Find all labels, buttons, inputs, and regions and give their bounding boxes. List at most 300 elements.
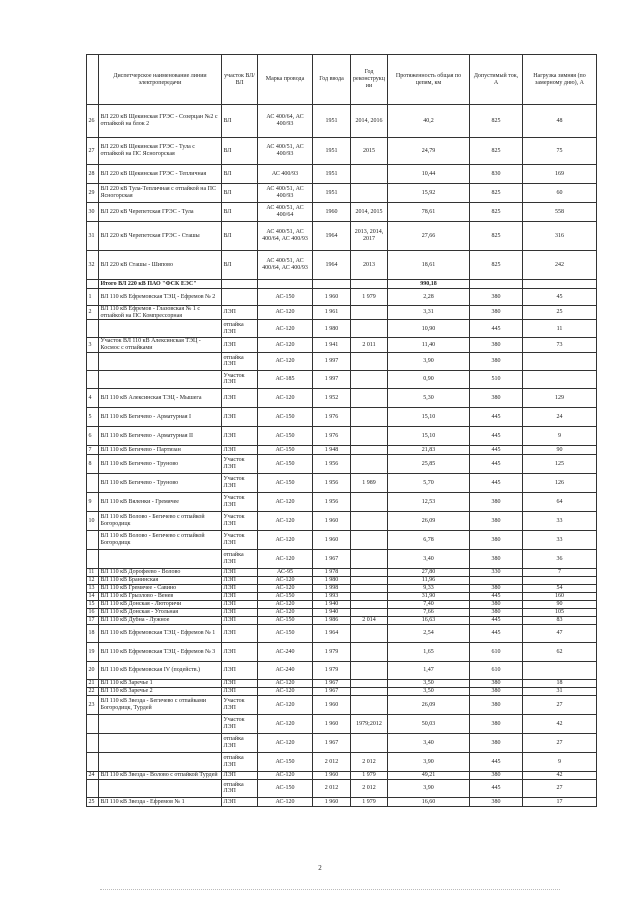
- cell-wire-grade: АС-150: [258, 454, 313, 473]
- cell-wire-grade: АС-240: [258, 661, 313, 679]
- table-row: [87, 203, 597, 222]
- cell-year-built: 1 961: [313, 306, 351, 320]
- cell-current: 825: [470, 222, 523, 251]
- table-row: [87, 733, 597, 752]
- cell-year-rebuilt: [351, 624, 388, 642]
- cell-year-rebuilt: [351, 679, 388, 687]
- cell-section: ЛЭП: [222, 661, 258, 679]
- cell-length: 7,40: [388, 600, 470, 608]
- cell-line-name: ВЛ 110 кВ Бегичево - Арматурная II: [99, 426, 222, 445]
- cell-wire-grade: АС-185: [258, 370, 313, 388]
- table-row: [87, 695, 597, 714]
- cell-length: 25,85: [388, 454, 470, 473]
- table-row: [87, 679, 597, 687]
- cell-load: 27: [523, 695, 597, 714]
- cell-load: [523, 576, 597, 584]
- cell-wire-grade: АС-120: [258, 388, 313, 407]
- cell-section: ВЛ: [222, 251, 258, 280]
- cell-year-rebuilt: [351, 370, 388, 388]
- cell-load: 60: [523, 184, 597, 203]
- cell-length: 2,54: [388, 624, 470, 642]
- cell-number: 11: [87, 568, 99, 576]
- cell-length: 10,44: [388, 165, 470, 184]
- cell-year-rebuilt: [351, 388, 388, 407]
- cell-wire-grade: АС-120: [258, 511, 313, 530]
- cell-length: 3,90: [388, 352, 470, 370]
- cell-current: 380: [470, 687, 523, 695]
- cell-year-rebuilt: [351, 592, 388, 600]
- table-row: [87, 388, 597, 407]
- cell-length: 0,90: [388, 370, 470, 388]
- cell-line-name: ВЛ 110 кВ Заречье 2: [99, 687, 222, 695]
- cell-section: ВЛ: [222, 184, 258, 203]
- cell-load: 9: [523, 752, 597, 771]
- cell-number: 5: [87, 407, 99, 426]
- header-length: Протяженность общая по цепям, км: [388, 55, 470, 105]
- cell-section: ЛЭП: [222, 624, 258, 642]
- cell-year-built: 1 940: [313, 600, 351, 608]
- cell-length: 3,90: [388, 779, 470, 797]
- cell-line-name: ВЛ 110 кВ Звезда - Бегичево с отпайками Богородицк, Турдей: [99, 695, 222, 714]
- cell-wire-grade: АС-120: [258, 549, 313, 568]
- cell-line-name: Итого ВЛ 220 кВ ПАО "ФСК ЕЭС": [99, 280, 222, 289]
- cell-section: ЛЭП: [222, 584, 258, 592]
- cell-load: 33: [523, 530, 597, 549]
- cell-current: 445: [470, 426, 523, 445]
- table-row: [87, 454, 597, 473]
- cell-section: отпайка ЛЭП: [222, 352, 258, 370]
- cell-length: 15,10: [388, 407, 470, 426]
- cell-current: 830: [470, 165, 523, 184]
- cell-line-name: ВЛ 110 кВ Волово - Бегичево с отпайкой Богородицк: [99, 511, 222, 530]
- cell-line-name: ВЛ 110 кВ Ефремовская ТЭЦ - Ефремов № 2: [99, 289, 222, 306]
- cell-load: 316: [523, 222, 597, 251]
- table-header-row: [87, 55, 597, 105]
- cell-load: 27: [523, 779, 597, 797]
- cell-length: 50,03: [388, 714, 470, 733]
- cell-number: [87, 733, 99, 752]
- cell-line-name: ВЛ 110 кВ Бегичево - Труново: [99, 473, 222, 492]
- cell-length: 3,90: [388, 752, 470, 771]
- table-row: [87, 492, 597, 511]
- cell-section: ЛЭП: [222, 687, 258, 695]
- cell-section: Участок ЛЭП: [222, 695, 258, 714]
- cell-current: 380: [470, 797, 523, 806]
- table-row: [87, 661, 597, 679]
- cell-load: 54: [523, 584, 597, 592]
- cell-year-rebuilt: 2015: [351, 138, 388, 165]
- cell-year-rebuilt: [351, 280, 388, 289]
- cell-current: 380: [470, 289, 523, 306]
- cell-year-built: 1 948: [313, 445, 351, 454]
- cell-section: ЛЭП: [222, 608, 258, 616]
- header-year-rebuilt: Год реконструкции: [351, 55, 388, 105]
- cell-section: ЛЭП: [222, 407, 258, 426]
- cell-load: 126: [523, 473, 597, 492]
- cell-current: 825: [470, 251, 523, 280]
- total-row: [87, 280, 597, 289]
- cell-year-rebuilt: 1 979: [351, 289, 388, 306]
- cell-year-built: 1 967: [313, 549, 351, 568]
- cell-load: 31: [523, 687, 597, 695]
- table-row: [87, 608, 597, 616]
- cell-section: [222, 280, 258, 289]
- cell-load: 42: [523, 771, 597, 779]
- cell-current: 380: [470, 338, 523, 352]
- cell-load: 75: [523, 138, 597, 165]
- cell-section: Участок ЛЭП: [222, 473, 258, 492]
- cell-year-rebuilt: 2 014: [351, 616, 388, 624]
- cell-section: отпайка ЛЭП: [222, 549, 258, 568]
- cell-current: 610: [470, 661, 523, 679]
- cell-number: [87, 370, 99, 388]
- cell-number: 30: [87, 203, 99, 222]
- cell-length: 15,10: [388, 426, 470, 445]
- cell-year-rebuilt: 2013, 2014, 2017: [351, 222, 388, 251]
- cell-line-name: [99, 714, 222, 733]
- cell-year-built: 1 960: [313, 511, 351, 530]
- cell-year-rebuilt: [351, 530, 388, 549]
- cell-number: [87, 549, 99, 568]
- table-row: [87, 320, 597, 338]
- cell-load: 90: [523, 445, 597, 454]
- cell-year-rebuilt: [351, 608, 388, 616]
- cell-number: 15: [87, 600, 99, 608]
- table-row: [87, 530, 597, 549]
- cell-current: 330: [470, 568, 523, 576]
- cell-year-built: 1 964: [313, 624, 351, 642]
- cell-year-built: 1960: [313, 203, 351, 222]
- cell-wire-grade: АС-120: [258, 320, 313, 338]
- cell-wire-grade: АС-120: [258, 714, 313, 733]
- cell-year-built: 1 980: [313, 320, 351, 338]
- cell-year-built: 1 978: [313, 568, 351, 576]
- cell-wire-grade: АС-120: [258, 733, 313, 752]
- table-row: [87, 138, 597, 165]
- cell-current: 380: [470, 695, 523, 714]
- cell-year-rebuilt: 1 979: [351, 797, 388, 806]
- cell-number: [87, 320, 99, 338]
- cell-section: отпайка ЛЭП: [222, 779, 258, 797]
- table-row: [87, 473, 597, 492]
- cell-wire-grade: АС 400/64, АС 400/93: [258, 105, 313, 138]
- table-row: [87, 165, 597, 184]
- cell-year-built: 1 956: [313, 492, 351, 511]
- cell-wire-grade: АС-120: [258, 338, 313, 352]
- cell-line-name: ВЛ 220 кВ Тула-Тепличная с отпайкой на ПС Ясногорская: [99, 184, 222, 203]
- cell-line-name: ВЛ 220 кВ Сташы - Шипово: [99, 251, 222, 280]
- cell-wire-grade: АС-120: [258, 576, 313, 584]
- cell-load: 160: [523, 592, 597, 600]
- cell-wire-grade: АС-150: [258, 752, 313, 771]
- cell-line-name: ВЛ 110 кВ Донская - Люторичи: [99, 600, 222, 608]
- cell-wire-grade: АС-150: [258, 473, 313, 492]
- cell-wire-grade: АС-150: [258, 592, 313, 600]
- cell-wire-grade: АС-120: [258, 492, 313, 511]
- cell-load: 9: [523, 426, 597, 445]
- cell-year-built: 1 960: [313, 289, 351, 306]
- cell-length: 31,90: [388, 592, 470, 600]
- cell-section: ЛЭП: [222, 445, 258, 454]
- cell-load: 242: [523, 251, 597, 280]
- cell-line-name: [99, 752, 222, 771]
- cell-current: 445: [470, 752, 523, 771]
- cell-section: ЛЭП: [222, 600, 258, 608]
- table-row: [87, 771, 597, 779]
- cell-load: 27: [523, 733, 597, 752]
- cell-year-rebuilt: 2014, 2015: [351, 203, 388, 222]
- cell-year-rebuilt: 2 011: [351, 338, 388, 352]
- cell-year-rebuilt: [351, 407, 388, 426]
- cell-number: 20: [87, 661, 99, 679]
- table-row: [87, 576, 597, 584]
- cell-number: 22: [87, 687, 99, 695]
- cell-wire-grade: АС-120: [258, 600, 313, 608]
- cell-wire-grade: АС 400/51, АС 400/93: [258, 184, 313, 203]
- cell-load: 48: [523, 105, 597, 138]
- cell-current: 445: [470, 779, 523, 797]
- cell-line-name: ВЛ 220 кВ Щекинская ГРЭС - Тепличная: [99, 165, 222, 184]
- cell-year-built: 2 012: [313, 779, 351, 797]
- cell-year-rebuilt: [351, 352, 388, 370]
- cell-year-rebuilt: [351, 511, 388, 530]
- cell-section: ЛЭП: [222, 592, 258, 600]
- cell-number: 7: [87, 445, 99, 454]
- cell-year-built: 1 998: [313, 584, 351, 592]
- cell-length: 2,28: [388, 289, 470, 306]
- cell-year-built: 1 952: [313, 388, 351, 407]
- cell-line-name: ВЛ 110 кВ Бранинская: [99, 576, 222, 584]
- table-row: [87, 251, 597, 280]
- cell-current: 380: [470, 549, 523, 568]
- cell-year-rebuilt: 2014, 2016: [351, 105, 388, 138]
- cell-year-built: 1 967: [313, 679, 351, 687]
- cell-wire-grade: АС 400/51, АС 400/93: [258, 138, 313, 165]
- cell-year-rebuilt: [351, 306, 388, 320]
- table-row: [87, 642, 597, 661]
- cell-length: 27,66: [388, 222, 470, 251]
- cell-wire-grade: АС-120: [258, 679, 313, 687]
- cell-line-name: ВЛ 110 кВ Ефремовская ТЭЦ - Ефремов № 3: [99, 642, 222, 661]
- cell-year-built: 1 976: [313, 407, 351, 426]
- table-row: [87, 306, 597, 320]
- cell-current: 380: [470, 388, 523, 407]
- cell-year-built: 1 993: [313, 592, 351, 600]
- cell-section: Участок ЛЭП: [222, 530, 258, 549]
- table-row: [87, 549, 597, 568]
- cell-length: 9,33: [388, 584, 470, 592]
- cell-load: [523, 280, 597, 289]
- cell-wire-grade: АС-150: [258, 407, 313, 426]
- cell-year-rebuilt: 2013: [351, 251, 388, 280]
- cell-year-rebuilt: [351, 584, 388, 592]
- cell-year-built: 1 956: [313, 454, 351, 473]
- cell-load: 36: [523, 549, 597, 568]
- cell-section: ЛЭП: [222, 797, 258, 806]
- cell-wire-grade: АС 400/51, АС 400/64, АС 400/93: [258, 251, 313, 280]
- cell-load: 42: [523, 714, 597, 733]
- header-section: участок ВЛ/ВЛ: [222, 55, 258, 105]
- cell-length: 1,65: [388, 642, 470, 661]
- cell-year-built: 1 979: [313, 661, 351, 679]
- cell-number: 32: [87, 251, 99, 280]
- cell-section: ВЛ: [222, 222, 258, 251]
- table-row: [87, 779, 597, 797]
- cell-load: 33: [523, 511, 597, 530]
- cell-number: 4: [87, 388, 99, 407]
- cell-year-built: 1 986: [313, 616, 351, 624]
- cell-number: 23: [87, 695, 99, 714]
- cell-year-built: 1964: [313, 222, 351, 251]
- cell-number: [87, 530, 99, 549]
- cell-line-name: [99, 370, 222, 388]
- cell-year-built: 1951: [313, 138, 351, 165]
- cell-number: 13: [87, 584, 99, 592]
- cell-load: 129: [523, 388, 597, 407]
- cell-current: 380: [470, 584, 523, 592]
- cell-year-built: 2 012: [313, 752, 351, 771]
- cell-length: 1,47: [388, 661, 470, 679]
- cell-number: 14: [87, 592, 99, 600]
- table-row: [87, 105, 597, 138]
- cell-load: [523, 370, 597, 388]
- header-line-name: Диспетчерское наименование линии электропередачи: [99, 55, 222, 105]
- cell-line-name: ВЛ 110 кВ Звезда - Ефремов № 1: [99, 797, 222, 806]
- cell-wire-grade: АС-120: [258, 352, 313, 370]
- cell-section: Участок ЛЭП: [222, 714, 258, 733]
- table-row: [87, 600, 597, 608]
- table-row: [87, 752, 597, 771]
- header-wire: Марка провода: [258, 55, 313, 105]
- cell-line-name: ВЛ 110 кВ Бегичево - Партизан: [99, 445, 222, 454]
- cell-length: 5,30: [388, 388, 470, 407]
- cell-year-rebuilt: [351, 549, 388, 568]
- footer-scan-line: [100, 889, 560, 892]
- cell-load: 25: [523, 306, 597, 320]
- cell-year-built: 1 956: [313, 473, 351, 492]
- cell-load: 73: [523, 338, 597, 352]
- cell-length: 24,79: [388, 138, 470, 165]
- cell-load: 24: [523, 407, 597, 426]
- cell-length: 16,60: [388, 797, 470, 806]
- cell-year-built: 1 941: [313, 338, 351, 352]
- cell-current: 445: [470, 624, 523, 642]
- cell-line-name: ВЛ 110 кВ Грызлово - Венев: [99, 592, 222, 600]
- header-current: Допустимый ток, А: [470, 55, 523, 105]
- cell-length: 21,83: [388, 445, 470, 454]
- cell-length: 15,92: [388, 184, 470, 203]
- header-load: Нагрузка зимняя (по замерному дню), А: [523, 55, 597, 105]
- cell-current: 445: [470, 407, 523, 426]
- cell-section: ЛЭП: [222, 642, 258, 661]
- cell-current: 380: [470, 608, 523, 616]
- cell-load: 18: [523, 679, 597, 687]
- cell-year-rebuilt: 2 012: [351, 752, 388, 771]
- cell-year-rebuilt: 1 989: [351, 473, 388, 492]
- cell-length: 49,21: [388, 771, 470, 779]
- cell-number: 10: [87, 511, 99, 530]
- cell-current: 380: [470, 600, 523, 608]
- cell-wire-grade: АС-120: [258, 771, 313, 779]
- cell-line-name: Участок ВЛ 110 кВ Алексинская ТЭЦ - Космос с отпайками: [99, 338, 222, 352]
- cell-length: 3,31: [388, 306, 470, 320]
- cell-number: [87, 779, 99, 797]
- cell-line-name: ВЛ 110 кВ Ефремовская ТЭЦ - Ефремов № 1: [99, 624, 222, 642]
- cell-line-name: ВЛ 110 кВ Бегичево - Арматурная I: [99, 407, 222, 426]
- cell-load: 64: [523, 492, 597, 511]
- header-year-built: Год ввода: [313, 55, 351, 105]
- cell-current: 380: [470, 714, 523, 733]
- cell-section: Участок ЛЭП: [222, 492, 258, 511]
- cell-line-name: ВЛ 110 кВ Дорофеево - Волово: [99, 568, 222, 576]
- cell-year-built: 1 960: [313, 797, 351, 806]
- header-no: [87, 55, 99, 105]
- cell-year-built: 1 997: [313, 352, 351, 370]
- cell-year-built: 1 967: [313, 733, 351, 752]
- cell-length: 27,80: [388, 568, 470, 576]
- cell-section: ВЛ: [222, 105, 258, 138]
- cell-length: 78,61: [388, 203, 470, 222]
- cell-line-name: ВЛ 220 кВ Черепетская ГРЭС - Сташы: [99, 222, 222, 251]
- cell-current: 825: [470, 105, 523, 138]
- cell-year-built: 1 960: [313, 714, 351, 733]
- cell-load: 62: [523, 642, 597, 661]
- cell-load: 90: [523, 600, 597, 608]
- table-row: [87, 184, 597, 203]
- cell-year-built: 1 940: [313, 608, 351, 616]
- cell-length: 12,53: [388, 492, 470, 511]
- cell-section: отпайка ЛЭП: [222, 752, 258, 771]
- cell-line-name: [99, 549, 222, 568]
- cell-current: 445: [470, 473, 523, 492]
- cell-number: 26: [87, 105, 99, 138]
- cell-line-name: ВЛ 110 кВ Звезда - Волово с отпайкой Турдей: [99, 771, 222, 779]
- cell-section: ЛЭП: [222, 338, 258, 352]
- cell-year-rebuilt: [351, 576, 388, 584]
- cell-length: 26,09: [388, 511, 470, 530]
- cell-year-rebuilt: [351, 733, 388, 752]
- cell-number: 8: [87, 454, 99, 473]
- table-row: [87, 352, 597, 370]
- table-row: [87, 592, 597, 600]
- cell-section: ЛЭП: [222, 576, 258, 584]
- cell-year-built: 1964: [313, 251, 351, 280]
- cell-section: Участок ЛЭП: [222, 511, 258, 530]
- cell-section: ЛЭП: [222, 306, 258, 320]
- cell-wire-grade: АС-150: [258, 779, 313, 797]
- cell-wire-grade: АС-120: [258, 687, 313, 695]
- cell-wire-grade: [258, 280, 313, 289]
- cell-year-rebuilt: [351, 454, 388, 473]
- cell-wire-grade: АС-120: [258, 584, 313, 592]
- cell-current: 380: [470, 530, 523, 549]
- cell-year-rebuilt: [351, 165, 388, 184]
- cell-load: 105: [523, 608, 597, 616]
- cell-line-name: [99, 352, 222, 370]
- table-row: [87, 407, 597, 426]
- cell-year-built: 1 967: [313, 687, 351, 695]
- cell-length: 40,2: [388, 105, 470, 138]
- table-body: [87, 105, 597, 807]
- cell-year-rebuilt: [351, 184, 388, 203]
- cell-line-name: ВЛ 110 кВ Ефремов - Глазовская № 1 с отпайкой на ПС Компрессорная: [99, 306, 222, 320]
- cell-number: 27: [87, 138, 99, 165]
- cell-wire-grade: АС-120: [258, 608, 313, 616]
- cell-number: 16: [87, 608, 99, 616]
- cell-load: [523, 352, 597, 370]
- cell-length: 11,96: [388, 576, 470, 584]
- cell-year-rebuilt: [351, 687, 388, 695]
